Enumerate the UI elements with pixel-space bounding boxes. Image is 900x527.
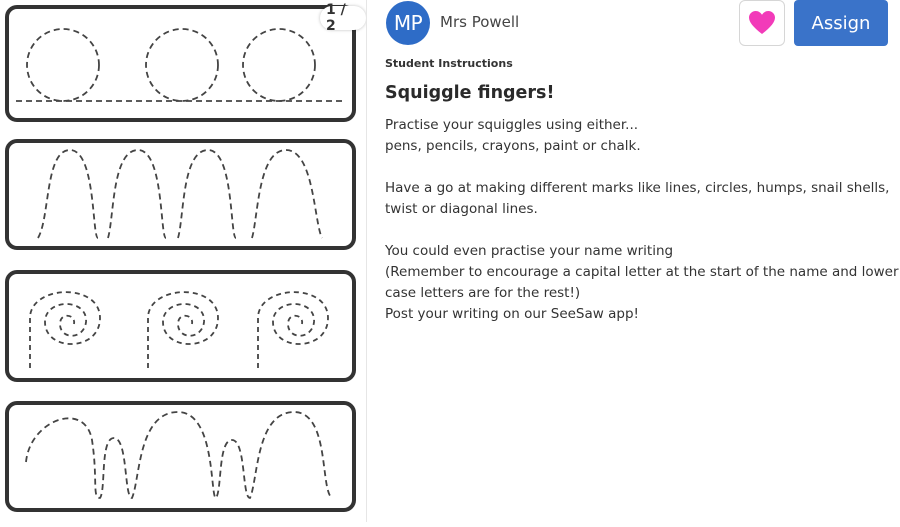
worksheet-preview[interactable] (0, 0, 367, 522)
instruction-line: Post your writing on our SeeSaw app! (385, 306, 639, 322)
teacher-name[interactable]: Mrs Powell (440, 13, 520, 31)
page-indicator: 1 / 2 (320, 6, 366, 30)
section-label: Student Instructions (385, 57, 513, 70)
instruction-line (385, 157, 890, 178)
favorite-button[interactable] (739, 0, 785, 46)
instruction-line: case letters are for the rest!) (385, 285, 581, 301)
activity-title: Squiggle fingers! (385, 83, 555, 103)
avatar[interactable]: MP (386, 1, 430, 45)
instruction-line: You could even practise your name writing (385, 243, 674, 259)
heart-icon (749, 11, 775, 35)
instruction-line: twist or diagonal lines. (385, 201, 538, 217)
instruction-line (385, 220, 890, 241)
instruction-line: (Remember to encourage a capital letter at the start of the name and lower (385, 264, 899, 280)
instruction-line: Have a go at making different marks like lines, circles, humps, snail shells, (385, 180, 890, 196)
tracing-panel-humps (7, 141, 354, 248)
tracing-panel-mixed-humps (7, 403, 354, 510)
instruction-line: pens, pencils, crayons, paint or chalk. (385, 138, 641, 154)
assign-button[interactable]: Assign (794, 0, 888, 46)
worksheet-image (0, 0, 366, 522)
tracing-panel-circles (7, 7, 354, 120)
instructions-text (385, 115, 899, 325)
instruction-line: Practise your squiggles using either... (385, 117, 639, 133)
tracing-panel-spirals (7, 272, 354, 380)
